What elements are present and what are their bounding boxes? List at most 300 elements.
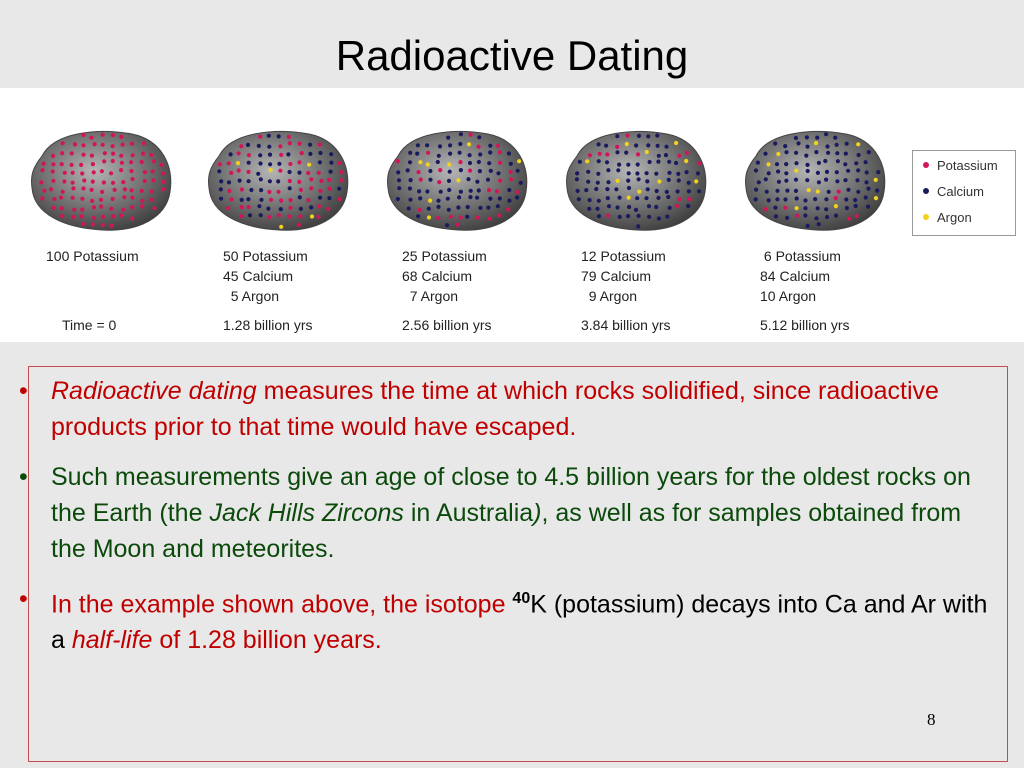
atom-dot — [843, 178, 847, 182]
atom-dot — [607, 204, 611, 208]
atom-dot — [276, 190, 280, 194]
atom-dot — [618, 196, 622, 200]
atom-dot — [82, 178, 86, 182]
atom-dot — [655, 133, 659, 137]
atom-dot — [803, 206, 807, 210]
atom-dot — [826, 151, 830, 155]
atom-dot — [425, 143, 429, 147]
atom-dot — [757, 180, 761, 184]
atom-dot — [615, 205, 619, 209]
atom-dot — [269, 198, 273, 202]
atom-dot — [837, 190, 841, 194]
atom-dot — [468, 161, 472, 165]
atom-dot — [674, 161, 678, 165]
atom-dot — [63, 171, 67, 175]
rock-sample — [384, 126, 532, 234]
atom-dot — [120, 161, 124, 165]
atom-dot — [288, 186, 292, 190]
atom-dot — [784, 162, 788, 166]
atom-dot — [111, 133, 115, 137]
panel-time: 2.56 billion yrs — [402, 317, 492, 333]
atom-dot — [257, 144, 261, 148]
atom-dot — [517, 159, 521, 163]
atom-dot — [149, 198, 153, 202]
atom-dot — [825, 144, 829, 148]
count-line: 7 Argon — [402, 288, 459, 304]
atom-dot — [418, 196, 422, 200]
atom-dot — [91, 180, 95, 184]
atom-dot — [240, 187, 244, 191]
atom-dot — [806, 169, 810, 173]
atom-dot — [415, 152, 419, 156]
atom-dot — [647, 204, 651, 208]
atom-dot — [436, 199, 440, 203]
atom-dot — [109, 171, 113, 175]
atom-dot — [773, 141, 777, 145]
atom-dot — [597, 142, 601, 146]
atom-dot — [219, 197, 223, 201]
atom-dot — [814, 141, 818, 145]
atom-dot — [509, 162, 513, 166]
atom-dot — [764, 177, 768, 181]
atom-dot — [664, 153, 668, 157]
atom-dot — [426, 162, 430, 166]
legend-item-calcium — [913, 179, 1015, 203]
atom-dot — [805, 135, 809, 139]
atom-dot — [614, 187, 618, 191]
atom-dot — [286, 152, 290, 156]
atom-dot — [605, 187, 609, 191]
atom-dot — [856, 142, 860, 146]
atom-dot — [488, 144, 492, 148]
atom-dot — [618, 215, 622, 219]
atom-dot — [318, 160, 322, 164]
atom-dot — [102, 159, 106, 163]
atom-dot — [677, 178, 681, 182]
atom-dot — [438, 168, 442, 172]
atom-dot — [597, 159, 601, 163]
atom-dot — [635, 171, 639, 175]
atom-dot — [300, 151, 304, 155]
atom-dot — [606, 196, 610, 200]
atom-dot — [408, 151, 412, 155]
atom-dot — [247, 205, 251, 209]
atom-dot — [129, 169, 133, 173]
atom-dot — [754, 197, 758, 201]
atom-dot — [140, 199, 144, 203]
atom-dot — [447, 179, 451, 183]
atom-dot — [81, 222, 85, 226]
atom-dot — [92, 205, 96, 209]
atom-dot — [515, 195, 519, 199]
atom-dot — [805, 145, 809, 149]
atom-dot — [625, 142, 629, 146]
atom-dot — [776, 169, 780, 173]
atom-dot — [835, 179, 839, 183]
atom-dot — [329, 152, 333, 156]
atom-dot — [685, 170, 689, 174]
atom-dot — [794, 178, 798, 182]
atom-dot — [626, 133, 630, 137]
atom-dot — [475, 180, 479, 184]
atom-dot — [309, 177, 313, 181]
atom-dot — [277, 134, 281, 138]
rock-svg — [205, 126, 353, 234]
atom-dot — [418, 160, 422, 164]
atom-dot — [596, 172, 600, 176]
atom-dot — [866, 187, 870, 191]
atom-dot — [584, 188, 588, 192]
atom-dot — [617, 163, 621, 167]
atom-dot — [448, 143, 452, 147]
atom-dot — [408, 198, 412, 202]
atom-dot — [327, 178, 331, 182]
atom-dot — [161, 187, 165, 191]
atom-dot — [854, 161, 858, 165]
atom-dot — [52, 197, 56, 201]
atom-dot — [815, 136, 819, 140]
atom-dot — [159, 163, 163, 167]
atom-dot — [288, 170, 292, 174]
atom-dot — [466, 177, 470, 181]
atom-dot — [80, 197, 84, 201]
atom-dot — [259, 213, 263, 217]
atom-dot — [456, 205, 460, 209]
atom-dot — [807, 188, 811, 192]
atom-dot — [297, 171, 301, 175]
atom-dot — [218, 162, 222, 166]
atom-dot — [616, 179, 620, 183]
atom-dot — [667, 171, 671, 175]
atom-dot — [498, 150, 502, 154]
atom-dot — [496, 171, 500, 175]
atom-dot — [657, 216, 661, 220]
atom-dot — [586, 170, 590, 174]
atom-dot — [637, 177, 641, 181]
atom-dot — [60, 162, 64, 166]
bullet-oldest-rocks: • Such measurements give an age of close to 4.5 billion years for the oldest rocks on the Earth (the Jack Hills Zircons in Australia), as well as for samples obtained from the Moon and meteorites. — [19, 463, 971, 563]
atom-dot — [268, 162, 272, 166]
atom-dot — [668, 206, 672, 210]
atom-dot — [846, 169, 850, 173]
count-line: 68 Calcium — [402, 268, 473, 284]
atom-dot — [654, 172, 658, 176]
atom-dot — [456, 223, 460, 227]
atom-dot — [766, 162, 770, 166]
atom-dot — [597, 214, 601, 218]
atom-dot — [476, 215, 480, 219]
atom-dot — [90, 188, 94, 192]
atom-dot — [853, 198, 857, 202]
atom-dot — [855, 214, 859, 218]
atom-dot — [42, 162, 46, 166]
atom-dot — [676, 172, 680, 176]
atom-dot — [227, 189, 231, 193]
content-box — [19, 366, 1008, 762]
atom-dot — [688, 197, 692, 201]
atom-dot — [646, 134, 650, 138]
atom-dot — [143, 179, 147, 183]
atom-dot — [248, 213, 252, 217]
atom-dot — [636, 162, 640, 166]
atom-dot — [648, 160, 652, 164]
atom-dot — [816, 171, 820, 175]
atom-dot — [287, 135, 291, 139]
atom-dot — [288, 162, 292, 166]
atom-dot — [308, 143, 312, 147]
atom-dot — [516, 169, 520, 173]
atom-dot — [51, 162, 55, 166]
count-line: 45 Calcium — [223, 268, 294, 284]
atom-dot — [111, 159, 115, 163]
atom-dot — [129, 160, 133, 164]
atom-dot — [817, 161, 821, 165]
atom-dot — [646, 187, 650, 191]
atom-dot — [615, 134, 619, 138]
atom-dot — [328, 187, 332, 191]
atom-dot — [102, 180, 106, 184]
atom-dot — [81, 133, 85, 137]
atom-dot — [636, 224, 640, 228]
atom-dot — [634, 208, 638, 212]
atom-dot — [767, 171, 771, 175]
page-number: 8 — [927, 710, 936, 729]
atom-dot — [161, 171, 165, 175]
atom-dot — [834, 204, 838, 208]
atom-dot — [140, 189, 144, 193]
atom-dot — [298, 214, 302, 218]
atom-dot — [89, 136, 93, 140]
atom-dot — [606, 214, 610, 218]
atom-dot — [445, 223, 449, 227]
atom-dot — [677, 197, 681, 201]
atom-dot — [615, 145, 619, 149]
atom-dot — [657, 154, 661, 158]
atom-dot — [61, 141, 65, 145]
atom-dot — [427, 215, 431, 219]
atom-dot — [247, 179, 251, 183]
atom-dot — [288, 179, 292, 183]
atom-dot — [326, 207, 330, 211]
atom-dot — [626, 214, 630, 218]
atom-dot — [594, 187, 598, 191]
isotope-superscript: 40 — [512, 590, 531, 607]
atom-dot — [664, 145, 668, 149]
title-bar — [0, 0, 1024, 85]
atom-dot — [477, 135, 481, 139]
atom-dot — [269, 168, 273, 172]
atom-dot — [428, 178, 432, 182]
atom-dot — [119, 135, 123, 139]
atom-dot — [287, 214, 291, 218]
atom-dot — [764, 207, 768, 211]
atom-dot — [515, 190, 519, 194]
atom-dot — [111, 181, 115, 185]
atom-dot — [448, 152, 452, 156]
atom-dot — [246, 197, 250, 201]
atom-dot — [864, 195, 868, 199]
atom-dot — [876, 170, 880, 174]
atom-dot — [71, 181, 75, 185]
atom-dot — [259, 198, 263, 202]
atom-dot — [337, 187, 341, 191]
rock-svg — [384, 126, 532, 234]
panel-time: 3.84 billion yrs — [581, 317, 671, 333]
atom-dot — [694, 179, 698, 183]
atom-dot — [337, 161, 341, 165]
atom-dot — [467, 142, 471, 146]
atom-dot — [598, 152, 602, 156]
atom-dot — [834, 214, 838, 218]
atom-dot — [119, 154, 123, 158]
atom-dot — [101, 143, 105, 147]
atom-dot — [487, 188, 491, 192]
atom-dot — [597, 199, 601, 203]
atom-dot — [267, 215, 271, 219]
atom-dot — [396, 197, 400, 201]
atom-dot — [806, 224, 810, 228]
atom-dot — [497, 213, 501, 217]
legend-label: Potassium — [937, 157, 998, 173]
atom-dot — [845, 142, 849, 146]
atom-dot — [627, 186, 631, 190]
atom-dot — [657, 179, 661, 183]
atom-dot — [687, 181, 691, 185]
atom-dot — [627, 205, 631, 209]
atom-dot — [627, 171, 631, 175]
atom-dot — [804, 154, 808, 158]
atom-dot — [783, 197, 787, 201]
atom-dot — [459, 190, 463, 194]
atom-dot — [578, 160, 582, 164]
atom-dot — [674, 141, 678, 145]
atom-dot — [318, 143, 322, 147]
atom-dot — [468, 153, 472, 157]
atom-dot — [119, 213, 123, 217]
atom-dot — [309, 186, 313, 190]
atom-dot — [60, 206, 64, 210]
atom-dot — [219, 179, 223, 183]
atom-dot — [588, 153, 592, 157]
atom-dot — [865, 170, 869, 174]
atom-dot — [129, 188, 133, 192]
atom-dot — [644, 196, 648, 200]
atom-dot — [40, 168, 44, 172]
atom-dot — [247, 161, 251, 165]
atom-dot — [495, 189, 499, 193]
atom-dot — [297, 160, 301, 164]
atom-dot — [466, 205, 470, 209]
atom-dot — [319, 179, 323, 183]
atom-dot — [626, 179, 630, 183]
atom-dot — [409, 178, 413, 182]
atom-dot — [656, 196, 660, 200]
atom-dot — [279, 207, 283, 211]
atom-dot — [92, 216, 96, 220]
atom-dot — [803, 198, 807, 202]
atom-dot — [458, 160, 462, 164]
atom-dot — [397, 186, 401, 190]
atom-dot — [259, 177, 263, 181]
panel-counts — [760, 246, 841, 306]
atom-dot — [834, 196, 838, 200]
atom-dot — [80, 208, 84, 212]
atom-dot — [457, 195, 461, 199]
atom-dot — [436, 160, 440, 164]
bullet-half-life: • In the example shown above, the isotope $^{40}$K (potassium) decays into Ca and Ar with a half-life of 1.28 billion years. — [19, 585, 988, 655]
atom-dot — [773, 206, 777, 210]
atom-dot — [317, 204, 321, 208]
count-line: 5 Argon — [223, 288, 280, 304]
count-line: 100 Potassium — [46, 248, 139, 264]
atom-dot — [506, 207, 510, 211]
atom-dot — [99, 205, 103, 209]
atom-dot — [80, 171, 84, 175]
atom-dot — [487, 161, 491, 165]
atom-dot — [813, 197, 817, 201]
atom-dot — [237, 151, 241, 155]
count-line: 12 Potassium — [581, 248, 666, 264]
atom-dot — [677, 154, 681, 158]
atom-dot — [258, 153, 262, 157]
atom-dot — [654, 205, 658, 209]
atom-dot — [299, 207, 303, 211]
atom-dot — [59, 195, 63, 199]
atom-dot — [794, 151, 798, 155]
atom-dot — [79, 163, 83, 167]
panel-time: 1.28 billion yrs — [223, 317, 313, 333]
panel-counts — [223, 246, 308, 306]
atom-dot — [279, 225, 283, 229]
atom-dot — [298, 195, 302, 199]
atom-dot — [121, 208, 125, 212]
atom-dot — [226, 206, 230, 210]
atom-dot — [459, 132, 463, 136]
atom-dot — [864, 160, 868, 164]
atom-dot — [835, 143, 839, 147]
atom-dot — [498, 196, 502, 200]
atom-dot — [71, 196, 75, 200]
atom-dot — [507, 188, 511, 192]
count-line: 50 Potassium — [223, 248, 308, 264]
atom-dot — [477, 145, 481, 149]
atom-dot — [416, 214, 420, 218]
atom-dot — [875, 189, 879, 193]
atom-dot — [854, 204, 858, 208]
atom-dot — [418, 208, 422, 212]
atom-dot — [298, 142, 302, 146]
atom-dot — [635, 196, 639, 200]
atom-dot — [111, 214, 115, 218]
atom-dot — [816, 206, 820, 210]
atom-dot — [833, 136, 837, 140]
atom-dot — [131, 177, 135, 181]
atom-dot — [824, 207, 828, 211]
rock-sample — [563, 126, 711, 234]
atom-dot — [448, 170, 452, 174]
atom-dot — [417, 189, 421, 193]
atom-dot — [844, 197, 848, 201]
atom-dot — [767, 198, 771, 202]
atom-dot — [477, 160, 481, 164]
atom-dot — [864, 180, 868, 184]
term-half-life: half-life — [71, 626, 153, 655]
atom-dot — [297, 223, 301, 227]
atom-dot — [267, 190, 271, 194]
atom-dot — [408, 186, 412, 190]
atom-dot — [835, 151, 839, 155]
atom-dot — [803, 213, 807, 217]
